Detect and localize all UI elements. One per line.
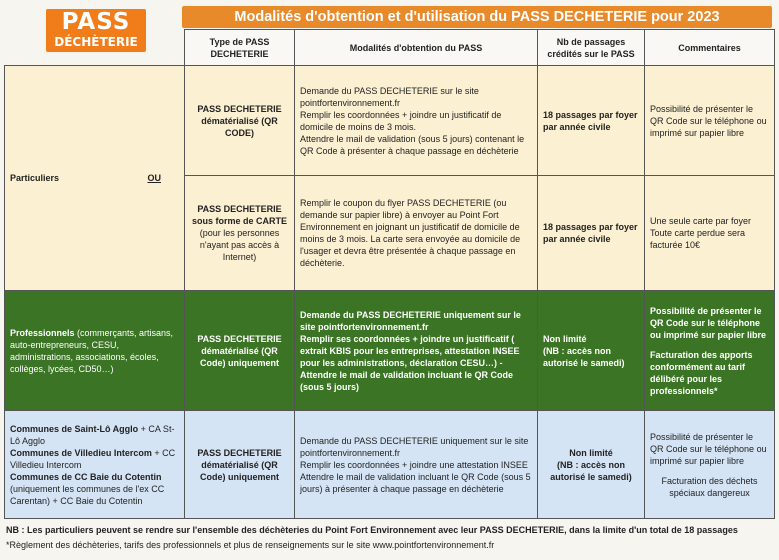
header-type: Type de PASS DECHETERIE — [185, 30, 295, 66]
commune-2-name: Communes de Villedieu Intercom — [10, 447, 152, 458]
page-title: Modalités d'obtention et d'utilisation du PASS DECHETERIE pour 2023 — [182, 6, 772, 28]
footer-reference: *Règlement des déchèteries, tarifs des professionnels et plus de renseignements sur le site www.pointfortenvironnement.fr — [6, 540, 495, 550]
modalites-table — [4, 29, 775, 519]
professionnels-label: Professionnels — [10, 327, 75, 338]
particuliers-nb-qr: 18 passages par foyer par année civile — [538, 66, 645, 176]
table-row — [5, 66, 775, 176]
particuliers-modalites-carte: Remplir le coupon du flyer PASS DECHETERIE (ou demande sur papier libre) à envoyer au Point Fort Environnement en joignant un justificatif de domicile de moins de 3 mois. La carte sera envoyée au domicile de l'usager et devra être présentée à chaque passage en déchèterie. — [295, 176, 538, 291]
commune-1-name: Communes de Saint-Lô Agglo — [10, 423, 139, 434]
particuliers-type-carte-extra: (pour les personnes n'ayant pas accès à Internet) — [199, 228, 280, 262]
category-communes — [5, 411, 185, 519]
communes-comments — [645, 411, 775, 519]
particuliers-type-qr: PASS DECHETERIE dématérialisé (QR CODE) — [185, 66, 295, 176]
professionnels-comments-1: Possibilité de présenter le QR Code sur le téléphone ou imprimé sur papier libre — [650, 305, 767, 340]
communes-type: PASS DECHETERIE dématérialisé (QR Code) uniquement — [185, 411, 295, 519]
particuliers-comments-qr: Possibilité de présenter le QR Code sur le téléphone ou imprimé sur papier libre — [645, 66, 775, 176]
category-particuliers — [5, 66, 185, 291]
category-professionnels — [5, 291, 185, 411]
logo-line1: PASS — [61, 9, 131, 35]
table-row — [5, 291, 775, 411]
footer-note: NB : Les particuliers peuvent se rendre sur l'ensemble des déchèteries du Point Fort Environnement avec leur PASS DECHETERIE, dans la limite d'un total de 18 passages — [6, 525, 738, 535]
communes-comments-2: Facturation des déchets spéciaux dangereux — [661, 475, 758, 498]
communes-nb: Non limité (NB : accès non autorisé le samedi) — [538, 411, 645, 519]
professionnels-comments-2: Facturation des apports conformément au tarif délibéré pour les professionnels* — [650, 349, 753, 396]
professionnels-nb: Non limité (NB : accès non autorisé le samedi) — [538, 291, 645, 411]
particuliers-type-carte — [185, 176, 295, 291]
professionnels-modalites: Demande du PASS DECHETERIE uniquement sur le site pointfortenvironnement.fr Remplir ses coordonnées + joindre un justificatif ( extrait KBIS pour les entreprises, attestation INSEE pour les administrations, déclaration CESU…) - Attendre le mail de validation incluant le QR Code (sous 5 jours) — [295, 291, 538, 411]
professionnels-comments — [645, 291, 775, 411]
table-header-row — [5, 30, 775, 66]
commune-3-name: Communes de CC Baie du Cotentin — [10, 471, 162, 482]
logo-line2: DÉCHÈTERIE — [54, 35, 138, 49]
ou-label: OU — [147, 173, 161, 183]
communes-comments-1: Possibilité de présenter le QR Code sur le téléphone ou imprimé sur papier libre — [650, 431, 767, 466]
particuliers-modalites-qr: Demande du PASS DECHETERIE sur le site pointfortenvironnement.fr Remplir les coordonnées + joindre un justificatif de domicile de moins de 3 mois. Attendre le mail de validation (sous 5 jours) contenant le QR Code à présenter à chaque passage en déchèterie — [295, 66, 538, 176]
particuliers-nb-carte: 18 passages par foyer par année civile — [538, 176, 645, 291]
header-nb-passages: Nb de passages crédités sur le PASS — [538, 30, 645, 66]
particuliers-comments-carte: Une seule carte par foyer Toute carte perdue sera facturée 10€ — [645, 176, 775, 291]
particuliers-type-carte-label: PASS DECHETERIE sous forme de CARTE — [191, 204, 287, 226]
header-comments: Commentaires — [645, 30, 775, 66]
commune-1-rest: + CA St-Lô Agglo — [10, 423, 175, 446]
professionnels-desc: (commerçants, artisans, auto-entrepreneurs, CESU, administrations, associations, écoles, collèges, lycées, CD50…) — [10, 327, 174, 374]
table-row — [5, 411, 775, 519]
communes-modalites: Demande du PASS DECHETERIE uniquement sur le site pointfortenvironnement.fr Remplir les coordonnées + joindre une attestation INSEE Attendre le mail de validation incluant le QR Code (sous 5 jours) à présenter à chaque passage en déchèterie — [295, 411, 538, 519]
professionnels-type: PASS DECHETERIE dématérialisé (QR Code) uniquement — [185, 291, 295, 411]
particuliers-label: Particuliers — [10, 173, 60, 183]
commune-2-rest: + CC Villedieu Intercom — [10, 447, 176, 470]
commune-3-rest: (uniquement les communes de l'ex CC Carentan) + CC Baie du Cotentin — [10, 483, 165, 506]
header-modalites: Modalités d'obtention du PASS — [295, 30, 538, 66]
